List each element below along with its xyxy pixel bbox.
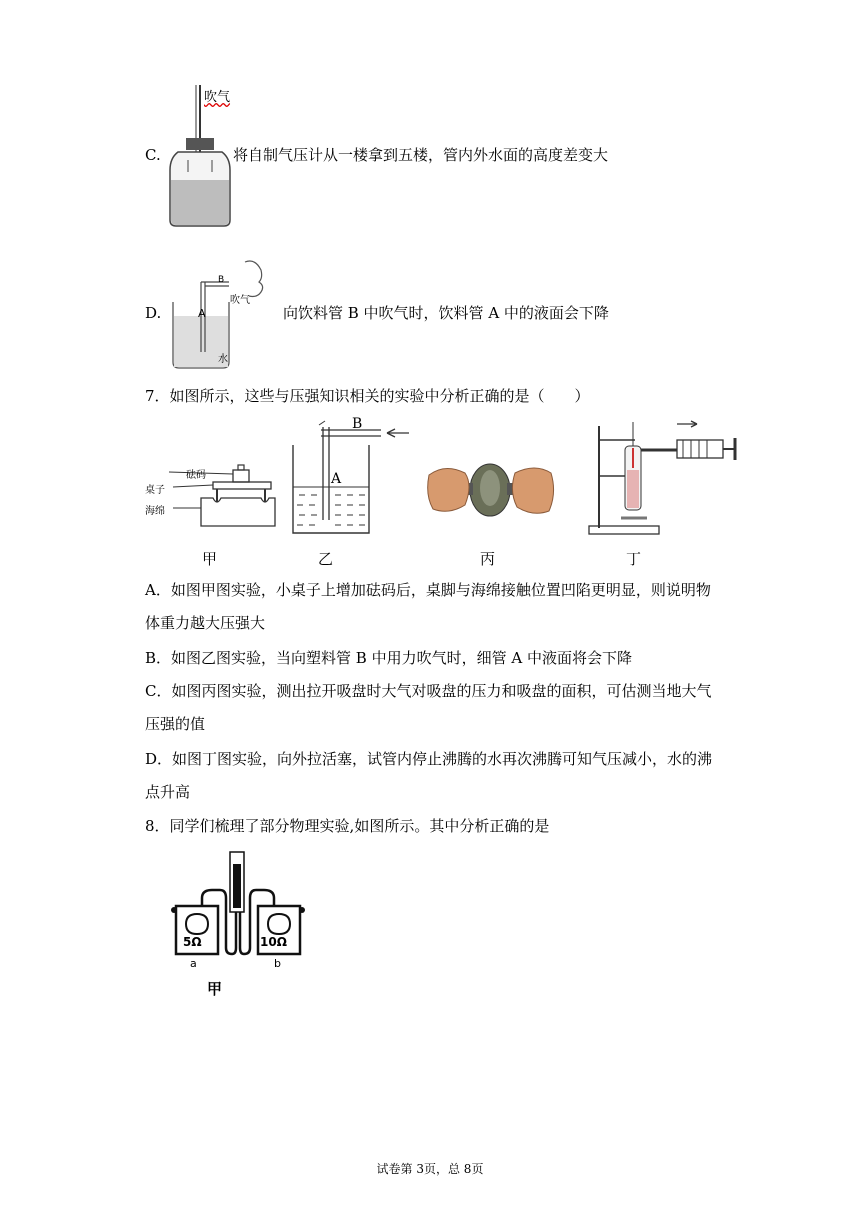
q7-option-c-line1: C．如图丙图实验，测出拉开吸盘时大气对吸盘的压力和吸盘的面积，可估测当地大气: [145, 682, 712, 700]
blow-label-d: 吹气: [230, 295, 250, 306]
q7-stem: 7．如图所示，这些与压强知识相关的实验中分析正确的是（ ）: [145, 387, 590, 405]
resistor-5-label: 5Ω: [183, 935, 202, 949]
beaker-blow-figure: [285, 415, 415, 540]
q7-option-c-line2: 压强的值: [145, 715, 206, 733]
terminal-a-label: a: [190, 957, 197, 970]
q7-option-a-line1: A．如图甲图实验，小桌子上增加砝码后，桌脚与海绵接触位置凹陷更明显，则说明物: [145, 581, 711, 599]
option-d-letter: D.: [145, 304, 162, 322]
table-label: 桌子: [145, 485, 165, 496]
resistor-10-label: 10Ω: [260, 935, 287, 949]
caption-yi: 乙: [318, 550, 334, 568]
caption-ding: 丁: [626, 550, 642, 568]
suction-cup-figure: [425, 455, 555, 530]
page-footer: 试卷第 3页，总 8页: [376, 1162, 484, 1176]
option-c-letter: C.: [145, 146, 161, 164]
option-c-text: 将自制气压计从一楼拿到五楼，管内外水面的高度差变大: [233, 146, 609, 164]
q8-stem: 8．同学们梳理了部分物理实验,如图所示。其中分析正确的是: [145, 817, 550, 835]
terminal-b-label: b: [274, 957, 281, 970]
q7-option-a-line2: 体重力越大压强大: [145, 614, 266, 632]
q7-option-d-line2: 点升高: [145, 783, 191, 801]
tube-a-label-q7: A: [331, 471, 342, 487]
weight-label: 砝码: [186, 470, 206, 481]
tube-b-label: B: [218, 275, 225, 285]
caption-jia: 甲: [202, 550, 218, 568]
q7-option-b: B．如图乙图实验，当向塑料管 B 中用力吹气时，细管 A 中液面将会下降: [145, 649, 632, 667]
joule-heat-figure: [170, 850, 310, 970]
syringe-boiling-figure: [585, 418, 745, 540]
q7-option-d-line1: D．如图丁图实验，向外拉活塞，试管内停止沸腾的水再次沸腾可知气压减小，水的沸: [145, 750, 713, 768]
water-label: 水: [218, 354, 228, 365]
tube-a-label: A: [198, 307, 206, 320]
sponge-label: 海绵: [145, 506, 165, 517]
option-d-text: 向饮料管 B 中吹气时，饮料管 A 中的液面会下降: [283, 304, 609, 322]
caption-bing: 丙: [480, 550, 496, 568]
blow-label: 吹气: [204, 90, 231, 105]
q8-caption-jia: 甲: [207, 980, 223, 998]
tube-b-label-q7: B: [352, 416, 363, 432]
